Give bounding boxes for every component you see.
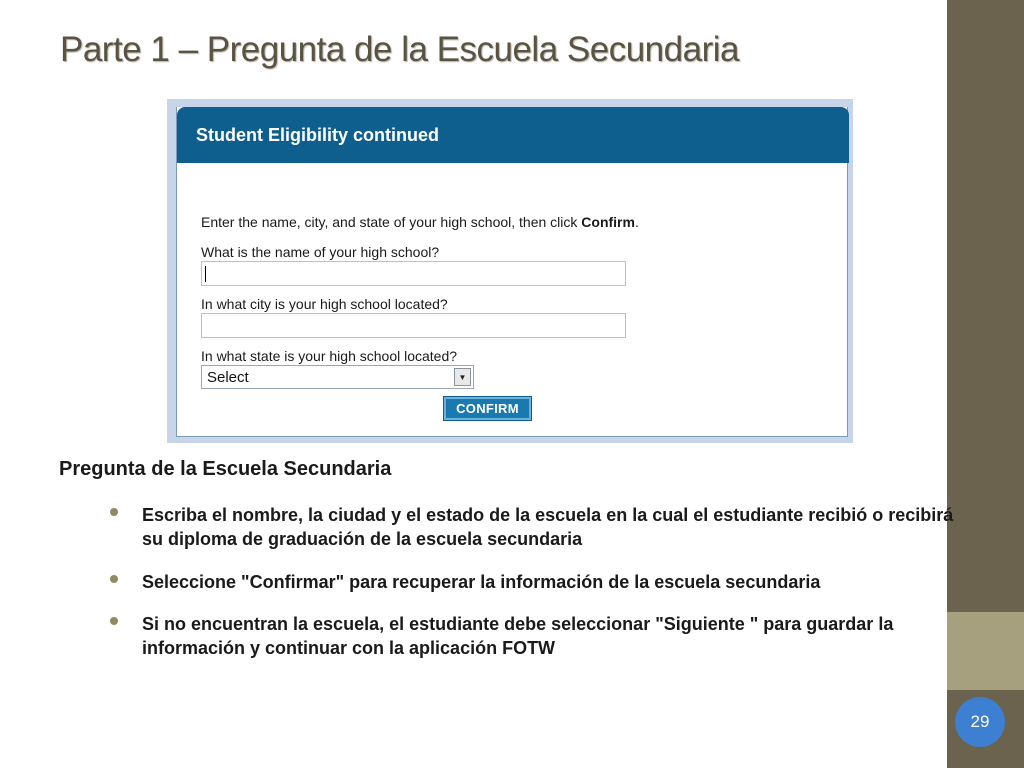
school-city-input[interactable] <box>201 313 626 338</box>
bullet-text: Seleccione "Confirmar" para recuperar la información de la escuela secundaria <box>142 572 821 592</box>
section-heading: Pregunta de la Escuela Secundaria <box>59 458 392 480</box>
form-screenshot <box>167 99 853 443</box>
bullet-dot-icon <box>110 575 118 583</box>
school-state-selected: Select <box>207 369 249 386</box>
school-state-label: In what state is your high school located? <box>201 348 458 364</box>
page-number-badge: 29 <box>955 697 1005 747</box>
instruction-confirm-word: Confirm <box>581 214 635 230</box>
school-name-input[interactable] <box>201 261 626 286</box>
form-header <box>177 107 849 163</box>
instruction-text: Enter the name, city, and state of your high school, then click <box>201 214 582 230</box>
bullet-text: Escriba el nombre, la ciudad y el estado de la escuela en la cual el estudiante recibió o recibirá su diploma de graduación de la escuela secundaria <box>142 505 954 549</box>
form-header-title: Student Eligibility continued <box>196 125 439 145</box>
bullet-dot-icon <box>110 508 118 516</box>
school-name-label: What is the name of your high school? <box>201 244 440 260</box>
bullet-text: Si no encuentran la escuela, el estudiante debe seleccionar "Siguiente " para guardar la información y continuar con la aplicación FOTW <box>142 614 894 658</box>
confirm-button[interactable]: CONFIRM <box>444 397 531 420</box>
school-state-select[interactable] <box>201 365 474 389</box>
school-city-label: In what city is your high school located? <box>201 296 448 312</box>
text-caret <box>205 266 206 282</box>
bullet-dot-icon <box>110 617 118 625</box>
slide-title: Parte 1 – Pregunta de la Escuela Secundaria <box>60 30 739 69</box>
chevron-down-icon[interactable]: ▼ <box>454 368 471 386</box>
instruction-suffix: . <box>634 214 639 230</box>
form-panel <box>176 107 848 437</box>
form-instructions <box>201 214 639 230</box>
